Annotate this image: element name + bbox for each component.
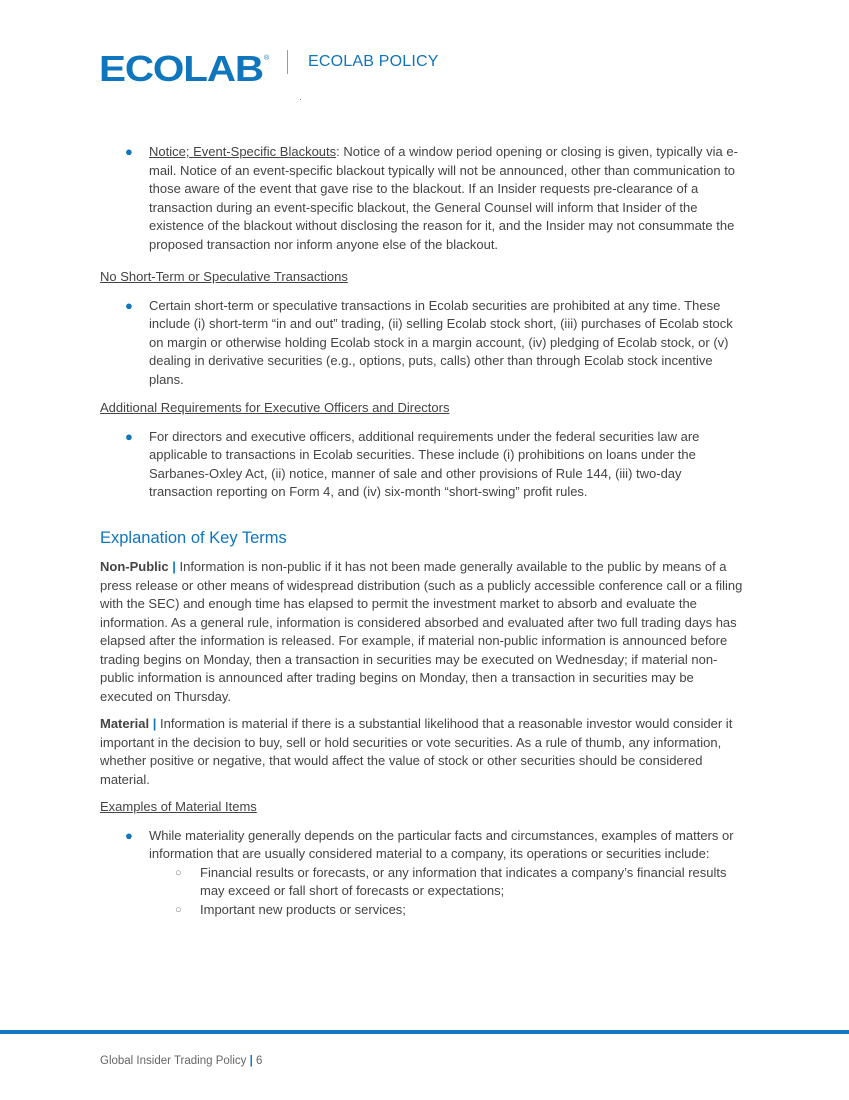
- blackouts-list: [100, 143, 748, 254]
- exec-requirements-heading: Additional Requirements for Executive Officers and Directors: [100, 400, 450, 415]
- circle-bullet-icon: ○: [175, 903, 182, 916]
- bullet-icon: ●: [125, 428, 133, 444]
- short-term-heading: No Short-Term or Speculative Transactions: [100, 269, 348, 284]
- short-term-list: [100, 297, 748, 390]
- bullet-text: Certain short-term or speculative transactions in Ecolab securities are prohibited at any time. These include (i) short-term “in and out” trading, (ii) selling Ecolab stock short, (iii) purchases of Ecolab stock on margin or otherwise holding Ecolab stock in a margin account, (iv) pledging of Ecolab stock, or (v) dealing in derivative securities (e.g., options, puts, calls) other than through Ecolab stock incentive plans.: [149, 297, 733, 387]
- page-number: 6: [252, 1055, 263, 1067]
- sub-item-text: Important new products or services;: [200, 901, 406, 917]
- footer-separator: |: [249, 1055, 253, 1067]
- exec-requirements-list: [100, 428, 748, 502]
- bullet-text: While materiality generally depends on the particular facts and circumstances, examples of matters or information that are usually considered material to a company, its operations or securities include:: [149, 827, 734, 861]
- sub-list-item: [100, 864, 748, 901]
- logo-text: ECOLAB: [99, 50, 263, 86]
- bullet-text: : Notice of a window period opening or closing is given, typically via e-mail. Notice of an event-specific blackout typically will not be announced, other than communication to those aware of the event that gave rise to the blackout. If an Insider requests pre-clearance of a transaction during an event-specific blackout, the General Counsel will inform that Insider of the existence of the blackout without disclosing the reason for it, and the Insider may not consummate the proposed transaction nor inform anyone else of the blackout.: [149, 144, 738, 252]
- term-definition: Information is material if there is a substantial likelihood that a reasonable investor would consider it important in the decision to buy, sell or hold securities or vote securities. As a rule of thumb, any information, whether positive or negative, that would affect the value of stock or other securities should be considered material.: [100, 716, 733, 787]
- svg-text:®: ®: [264, 55, 270, 62]
- document-body: [100, 143, 748, 919]
- examples-sublist: [100, 864, 748, 920]
- stray-dot: [300, 99, 301, 100]
- page-footer: [100, 1055, 262, 1067]
- bullet-icon: ●: [125, 297, 133, 313]
- footer-label: Global Insider Trading Policy: [100, 1055, 250, 1067]
- sub-item-text: Financial results or forecasts, or any information that indicates a company’s financial results may exceed or fall short of forecasts or expectations;: [200, 864, 727, 898]
- ecolab-logo: [99, 50, 271, 86]
- bullet-lead: Notice; Event-Specific Blackouts: [149, 144, 337, 159]
- bullet-icon: ●: [125, 827, 133, 843]
- circle-bullet-icon: ○: [175, 866, 182, 879]
- key-terms-title: Explanation of Key Terms: [100, 528, 287, 547]
- term-separator: |: [172, 559, 176, 574]
- examples-list: [100, 827, 748, 864]
- header-title: ECOLAB POLICY: [308, 53, 439, 70]
- term-label: Non-Public: [100, 559, 173, 574]
- bullet-text: For directors and executive officers, additional requirements under the federal securities law are applicable to transactions in Ecolab securities. These include (i) prohibitions on loans under the Sarbanes-Oxley Act, (ii) notice, manner of sale and other provisions of Rule 144, (iii) two-day transaction reporting on Form 4, and (iv) six-month “short-swing” profit rules.: [149, 428, 700, 499]
- term-definition: Information is non-public if it has not been made generally available to the public by means of a press release or other means of widespread distribution (such as a publicly accessible conference call or a filing with the SEC) and enough time has elapsed to permit the investment market to absorb and evaluate the information. As a general rule, information is considered absorbed and evaluated after two full trading days has elapsed after the information is released. For example, if material non-public information is announced before trading begins on Monday, then a transaction in securities may be executed on Wednesday; if material non-public information is announced after trading begins on Monday, then a transaction in securities may be executed on Thursday.: [100, 559, 743, 704]
- header-divider: [287, 50, 288, 74]
- term-separator: |: [152, 716, 157, 731]
- list-item: [100, 297, 748, 390]
- bullet-icon: ●: [125, 144, 133, 159]
- examples-heading: Examples of Material Items: [100, 799, 257, 814]
- material-paragraph: [100, 715, 748, 789]
- list-item: [100, 827, 748, 864]
- list-item: [100, 428, 748, 502]
- sub-list-item: [100, 901, 748, 920]
- footer-bar: [0, 1030, 849, 1034]
- term-label: Material: [100, 716, 153, 731]
- non-public-paragraph: [100, 558, 748, 706]
- list-item: [100, 143, 748, 254]
